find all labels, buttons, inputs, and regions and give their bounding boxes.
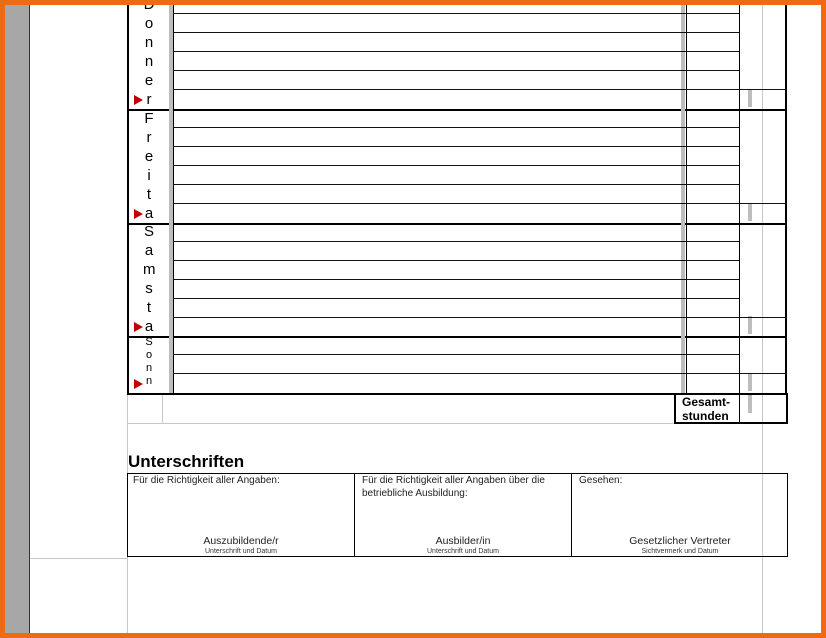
day-letter: D (143, 0, 155, 13)
entry-row-line (173, 260, 739, 261)
signature-role-trainee: Auszubildende/r (203, 535, 279, 547)
column-line (739, 336, 740, 393)
day-letter: m (143, 261, 156, 278)
entry-row-line (173, 70, 739, 71)
column-line (739, 223, 740, 336)
day-letter: t (146, 186, 152, 203)
day-total-cell[interactable] (748, 203, 752, 221)
page-guide-h2 (30, 558, 127, 559)
entry-row-line (173, 51, 739, 52)
signature-note-trainer: Unterschrift und Datum (427, 548, 499, 555)
signature-header-trainee: Für die Richtigkeit aller Angaben: (133, 475, 280, 486)
signature-header-guardian: Gesehen: (579, 475, 623, 486)
entry-row-line (173, 165, 739, 166)
day-letter: o (145, 349, 153, 361)
entry-row-line (173, 373, 739, 374)
entry-row-line (173, 354, 739, 355)
day-letter: a (144, 242, 154, 259)
day-total-cell[interactable] (748, 373, 752, 391)
entry-row-line (173, 203, 739, 204)
total-row-line (739, 203, 787, 204)
day-letter: F (144, 110, 154, 127)
total-label-line1: Gesamt- (682, 395, 731, 409)
day-letter: n (145, 375, 153, 387)
day-block-sonntag (127, 336, 787, 395)
day-letter: n (145, 362, 153, 374)
day-letter: e (144, 72, 154, 89)
window-left-gutter (5, 5, 29, 633)
day-letter: o (144, 15, 154, 32)
entry-row-line (173, 146, 739, 147)
column-line (739, 5, 740, 109)
day-letter: r (146, 129, 152, 146)
column-line (173, 5, 174, 109)
day-letter: r (146, 91, 152, 108)
total-value-cell[interactable] (748, 395, 752, 413)
signatures-title: Unterschriften (128, 452, 245, 471)
entry-row-line (173, 13, 739, 14)
total-row-line (739, 373, 787, 374)
hours-column-marker (681, 336, 685, 393)
column-line (686, 336, 687, 393)
day-total-cell[interactable] (748, 316, 752, 334)
entry-row-line (173, 279, 739, 280)
day-block-donnerstag (127, 0, 787, 111)
page-guide (162, 393, 163, 424)
entry-row-line (173, 127, 739, 128)
day-letter: a (144, 205, 154, 222)
total-row-line (739, 317, 787, 318)
comment-marker-icon[interactable] (134, 379, 143, 389)
signature-header-trainer: Für die Richtigkeit aller Angaben über die betriebliche Ausbildung: (362, 475, 545, 499)
column-line (173, 336, 174, 393)
entry-row-line (173, 241, 739, 242)
total-hours-divider (739, 393, 740, 424)
day-letter: S (145, 336, 153, 348)
signature-role-guardian: Gesetzlicher Vertreter (629, 535, 731, 547)
day-letter: i (147, 167, 151, 184)
comment-marker-icon[interactable] (134, 95, 143, 105)
entry-row-line (173, 317, 739, 318)
total-hours-label (682, 395, 730, 423)
comment-marker-icon[interactable] (134, 322, 143, 332)
hours-column-marker (681, 5, 685, 109)
day-total-cell[interactable] (748, 89, 752, 107)
signature-note-trainee: Unterschrift und Datum (205, 548, 277, 555)
total-row-line (739, 89, 787, 90)
day-letter: e (144, 148, 154, 165)
entry-row-line (173, 184, 739, 185)
entry-row-line (173, 89, 739, 90)
total-label-line2: stunden (682, 409, 729, 423)
day-letter: t (146, 299, 152, 316)
day-letter: S (143, 223, 154, 240)
comment-marker-icon[interactable] (134, 209, 143, 219)
day-letter: a (144, 318, 154, 335)
column-line (739, 109, 740, 223)
entry-row-line (173, 298, 739, 299)
day-letter: n (144, 53, 154, 70)
signature-note-guardian: Sichtvermerk und Datum (641, 548, 719, 555)
page-guide-h (127, 423, 675, 424)
entry-row-line (173, 32, 739, 33)
day-letter: n (144, 34, 154, 51)
gutter-border (29, 5, 30, 633)
column-line (686, 5, 687, 109)
day-letter: s (145, 280, 153, 297)
signature-role-trainer: Ausbilder/in (435, 535, 491, 547)
